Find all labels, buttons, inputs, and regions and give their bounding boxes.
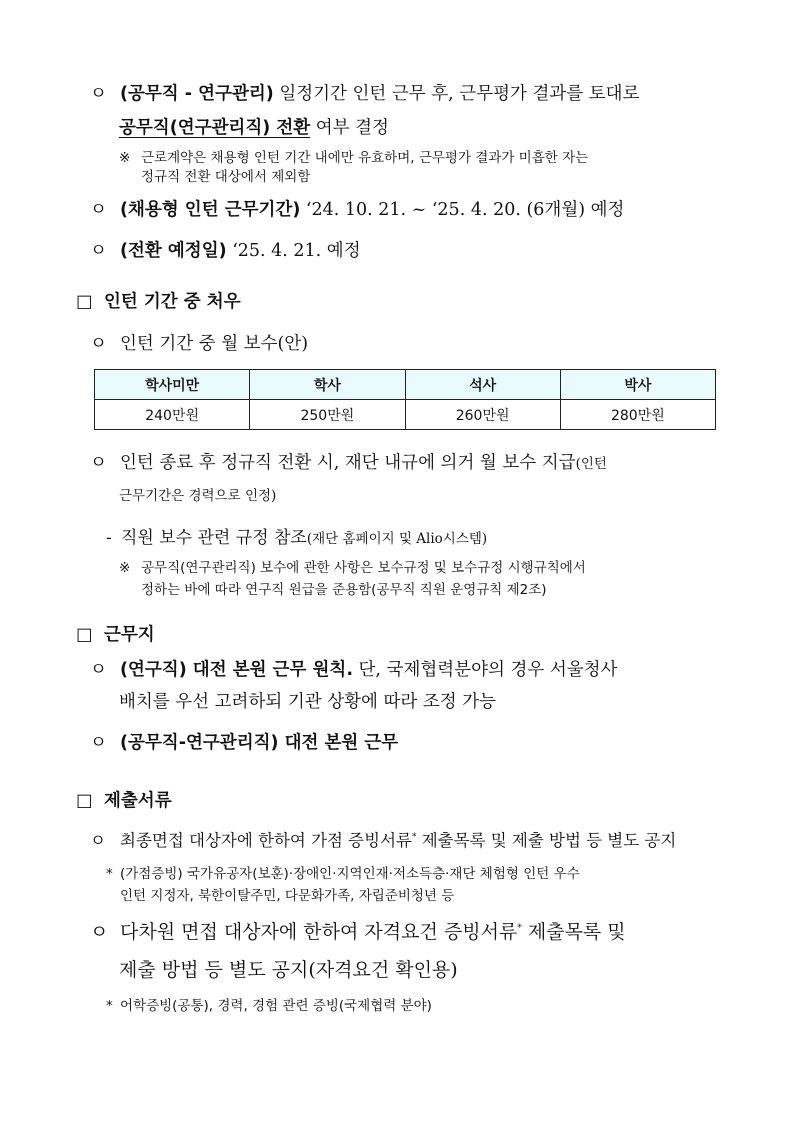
note-bonus-docs (106, 862, 580, 882)
section-title: 근무지 (104, 625, 155, 645)
note-text: 어학증빙(공통), 경력, 경험 관련 증빙(국제협력 분야) (120, 998, 432, 1014)
bullet-workplace-research (90, 656, 617, 681)
checkbox-square-icon: □ (76, 791, 93, 811)
dash-small-text: (재단 홈페이지 및 Alio시스템) (306, 531, 488, 547)
bullet-period (90, 196, 624, 221)
note-pay-rule-line2: 정하는 바에 따라 연구직 원급을 준용함(공무직 직원 운영규칙 제2조) (141, 582, 547, 598)
note-bonus-docs-line2: 인턴 지정자, 북한이탈주민, 다문화가족, 자립준비청년 등 (120, 888, 455, 904)
bullet-symbol: ㅇ (90, 831, 106, 850)
bullet-symbol: ㅇ (90, 453, 107, 473)
note-text: 공무직(연구관리직) 보수에 관한 사항은 보수규정 및 보수규정 시행규칙에서 (141, 560, 586, 576)
bullet-conversion-line2 (119, 114, 389, 139)
section-heading-documents (76, 787, 172, 812)
bullet-text: ‘24. 10. 21. ~ ‘25. 4. 20. (6개월) 예정 (300, 200, 625, 220)
bullet-symbol: ㅇ (90, 84, 107, 104)
bullet-text: 최종면접 대상자에 한하여 가점 증빙서류 (120, 831, 412, 850)
table-header-cell: 박사 (560, 370, 715, 400)
bullet-symbol: ㅇ (90, 334, 107, 354)
bullet-text: 제출목록 및 제출 방법 등 별도 공지 (416, 831, 677, 850)
bullet-pay-line2: 근무기간은 경력으로 인정) (119, 488, 277, 504)
bullet-workplace-line2: 배치를 우선 고려하되 기관 상황에 따라 조정 가능 (119, 692, 497, 712)
bullet-multi-interview-docs (90, 917, 626, 944)
section-title: 제출서류 (104, 791, 172, 811)
bullet-label: (공무직 - 연구관리) (120, 84, 274, 104)
bullet-workplace-admin (90, 729, 398, 754)
table-cell: 260만원 (405, 400, 560, 430)
bullet-symbol: ㅇ (90, 733, 107, 753)
table-header-row (95, 370, 716, 400)
checkbox-square-icon: □ (76, 625, 93, 645)
bullet-symbol: ㅇ (90, 241, 107, 261)
bullet-symbol: ㅇ (90, 921, 109, 943)
note-symbol: * (106, 866, 113, 882)
note-pay-rule (119, 556, 586, 576)
bullet-text: 인턴 종료 후 정규직 전환 시, 재단 내규에 의거 월 보수 지급 (120, 453, 576, 473)
bullet-final-interview-docs (90, 827, 676, 851)
bullet-label: (연구직) 대전 본원 근무 원칙. (120, 660, 353, 680)
table-cell: 250만원 (250, 400, 405, 430)
bullet-text: 제출목록 및 (521, 921, 626, 943)
note-contract (119, 146, 588, 166)
bullet-symbol: ㅇ (90, 200, 107, 220)
table-row (95, 400, 716, 430)
section-title: 인턴 기간 중 처우 (104, 292, 241, 312)
section-heading-treatment (76, 288, 241, 313)
bullet-monthly-pay (90, 330, 308, 355)
note-symbol: ※ (119, 150, 131, 166)
dash-regulation-ref (106, 523, 487, 548)
note-symbol: ※ (119, 560, 131, 576)
bullet-symbol: ㅇ (90, 660, 107, 680)
bullet-small-text: (인턴 (575, 456, 607, 472)
bullet-label: (공무직-연구관리직) 대전 본원 근무 (120, 733, 399, 753)
bullet-text: 다차원 면접 대상자에 한하여 자격요건 증빙서류 (120, 921, 518, 943)
note-text: (가점증빙) 국가유공자(보훈)·장애인·지역인재·저소득층·재단 체험형 인턴 우수 (120, 866, 580, 882)
bullet-label: (전환 예정일) (120, 241, 227, 261)
table-cell: 280만원 (560, 400, 715, 430)
bullet-conversion-date (90, 237, 361, 262)
note-contract-line2: 정규직 전환 대상에서 제외함 (141, 169, 311, 185)
bullet-text: 인턴 기간 중 월 보수(안) (120, 334, 309, 354)
footnote-star: * (517, 923, 522, 934)
note-text: 근로계약은 채용형 인턴 기간 내에만 유효하며, 근무평가 결과가 미흡한 자는 (141, 150, 589, 166)
bullet-label: (채용형 인턴 근무기간) (120, 200, 301, 220)
table-header-cell: 석사 (405, 370, 560, 400)
bullet-text: ‘25. 4. 21. 예정 (226, 241, 361, 261)
table-header-cell: 학사미만 (95, 370, 250, 400)
dash-symbol: - (106, 528, 112, 548)
bullet-pay-after-conversion (90, 449, 607, 474)
bullet-text: 일정기간 인턴 근무 후, 근무평가 결과를 토대로 (273, 84, 640, 104)
table-header-cell: 학사 (250, 370, 405, 400)
section-heading-workplace (76, 621, 155, 646)
note-symbol: * (106, 998, 113, 1014)
dash-text: 직원 보수 관련 규정 참조 (121, 528, 307, 548)
table-cell: 240만원 (95, 400, 250, 430)
checkbox-square-icon: □ (76, 292, 93, 312)
bullet-multi-interview-line2: 제출 방법 등 별도 공지(자격요건 확인용) (119, 959, 458, 981)
bullet-conversion (90, 80, 639, 105)
bullet-text: 단, 국제협력분야의 경우 서울청사 (352, 660, 618, 680)
emphasis-text: 공무직(연구관리직) 전환 (119, 118, 311, 138)
footnote-star: * (411, 832, 417, 843)
note-qualification-docs (106, 994, 432, 1014)
bullet-text: 여부 결정 (310, 118, 389, 138)
pay-table (94, 369, 716, 430)
